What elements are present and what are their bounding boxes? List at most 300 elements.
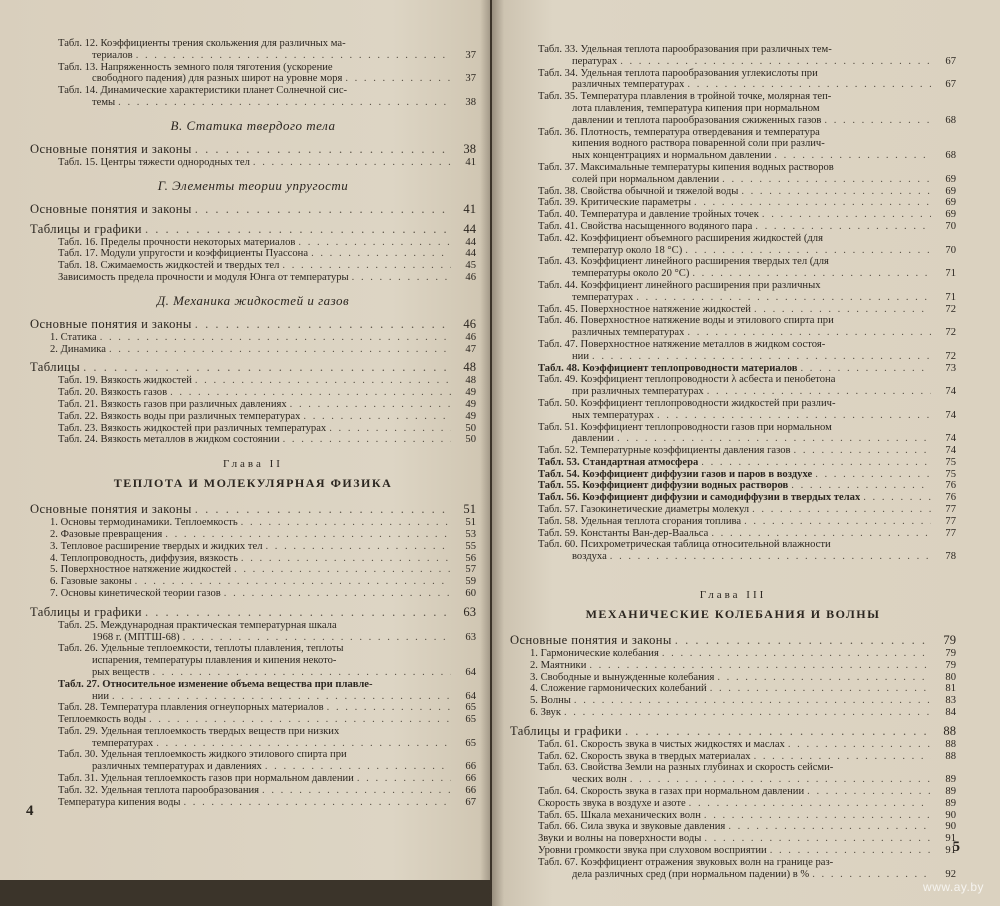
toc-entry[interactable] [510,304,956,316]
chapter-3-title: МЕХАНИЧЕСКИЕ КОЛЕБАНИЯ И ВОЛНЫ [585,607,881,622]
toc-entry[interactable] [30,344,476,356]
toc-entry-label: Табл. 21. Вязкость газов при различных давлениях [58,398,287,410]
toc-entry-label: Табл. 18. Сжимаемость жидкостей и твердых тел [58,260,280,272]
toc-entry[interactable] [510,683,956,695]
toc-page-number: 44 [465,236,476,248]
toc-leader-dots [195,316,451,332]
section-d-title: Д. Механика жидкостей и газов [156,292,350,308]
toc-leader-dots [617,433,931,445]
toc-entry[interactable] [510,386,956,398]
toc-heading-row[interactable] [30,604,476,620]
toc-page-number: 44 [463,221,476,236]
toc-entry-label: Табл. 13. Напряженность земного поля тяготения (ускорение [58,61,333,73]
toc-page-number: 78 [945,551,956,563]
toc-entry[interactable] [510,672,956,684]
toc-heading-row[interactable] [30,201,476,217]
toc-entry[interactable] [30,434,476,446]
toc-entry-label: Табл. 48. Коэффициент теплопроводности материалов [538,362,798,374]
toc-leader-dots [183,632,451,644]
toc-entry[interactable] [30,726,476,738]
toc-entry-label: 2. Маятники [530,659,587,671]
toc-leader-dots [824,115,931,127]
toc-entry-label: Табл. 25. Международная практическая температурная шкала [58,619,337,631]
toc-entry-label: ных температурах [572,409,654,421]
toc-entry-label: 1. Основы термодинамики. Теплоемкость [50,517,238,529]
toc-page-number: 74 [945,409,956,421]
toc-entry[interactable] [30,38,476,50]
toc-entry-label: Табл. 55. Коэффициент диффузии водных растворов [538,480,789,492]
toc-leader-dots [311,248,451,260]
toc-entry[interactable] [510,739,956,751]
toc-leader-dots [145,221,451,237]
toc-page-number: 48 [463,360,476,375]
toc-entry[interactable] [510,339,956,351]
toc-entry[interactable] [510,539,956,551]
toc-entry-label: Табл. 16. Пределы прочности некоторых материалов [58,236,296,248]
toc-entry-label: Табл. 52. Температурные коэффициенты давления газов [538,445,791,457]
toc-page-number: 72 [945,350,956,362]
toc-heading-row[interactable] [510,632,956,648]
toc-entry-label: солей при нормальном давлении [572,173,720,185]
toc-entry[interactable] [30,714,476,726]
toc-leader-dots [83,359,451,375]
toc-entry-label: 5. Волны [530,695,571,707]
toc-entry[interactable] [510,197,956,209]
toc-leader-dots [812,869,931,881]
toc-entry[interactable] [30,423,476,435]
toc-entry[interactable] [30,667,476,679]
toc-page-number: 77 [945,504,956,516]
toc-entry[interactable] [510,103,956,115]
toc-entry-label: Табл. 24. Вязкость металлов в жидком состоянии [58,434,280,446]
toc-leader-dots [156,738,451,750]
toc-page-number: 74 [945,445,956,457]
toc-entry[interactable] [510,695,956,707]
toc-leader-dots [770,845,931,857]
toc-page-number: 79 [945,659,956,671]
toc-entry[interactable] [30,588,476,600]
toc-entry-label: рых веществ [92,666,150,678]
toc-entry[interactable] [30,237,476,249]
toc-entry-label: Табл. 35. Температура плавления в тройной точке, молярная теп- [538,91,832,103]
toc-page-number: 46 [465,271,476,283]
toc-page-number: 72 [945,327,956,339]
toc-page-number: 72 [945,303,956,315]
section-v-title: В. Статика твердого тела [170,117,336,133]
toc-entry-label: Основные понятия и законы [510,633,672,648]
toc-entry-label: Табл. 43. Коэффициент линейного расширения твердых тел (для [538,256,829,268]
toc-page-number: 88 [945,750,956,762]
toc-leader-dots [625,723,931,739]
toc-entry-label: Табл. 64. Скорость звука в газах при нормальном давлении [538,786,805,798]
toc-entry[interactable] [30,62,476,74]
toc-entry[interactable] [30,272,476,284]
toc-entry[interactable] [30,411,476,423]
toc-entry[interactable] [510,363,956,375]
toc-entry-label: темы [92,96,116,108]
section-d-list [30,316,476,446]
toc-leader-dots [195,501,451,517]
toc-entry-label: Табл. 67. Коэффициент отражения звуковых волн на границе раз- [538,856,834,868]
toc-entry[interactable] [510,751,956,763]
right-page-number: 5 [952,839,960,855]
toc-entry[interactable] [30,529,476,541]
toc-entry-label: нии [572,350,590,362]
toc-leader-dots [283,434,451,446]
toc-entry[interactable] [30,260,476,272]
toc-page-number: 50 [465,422,476,434]
toc-page-number: 46 [465,331,476,343]
toc-entry-label: Табл. 46. Поверхностное натяжение воды и этилового спирта при [538,315,834,327]
toc-leader-dots [687,79,931,91]
toc-entry[interactable] [30,73,476,85]
toc-leader-dots [704,810,931,822]
toc-entry-label: Табл. 44. Коэффициент линейного расширения при различных [538,279,821,291]
toc-page-number: 68 [945,150,956,162]
toc-entry-label: Таблицы [30,360,81,375]
toc-entry-label: Температура кипения воды [58,796,181,808]
toc-entry[interactable] [510,410,956,422]
toc-entry[interactable] [510,315,956,327]
toc-leader-dots [662,648,931,660]
toc-leader-dots [241,517,451,529]
toc-entry[interactable] [510,91,956,103]
toc-entry-label: 1968 г. (МПТШ-68) [92,631,180,643]
toc-leader-dots [704,833,931,845]
left-page-number: 4 [26,803,34,819]
toc-leader-dots [610,551,931,563]
chapter-2-list [30,501,476,808]
toc-entry-label: Табл. 19. Вязкость жидкостей [58,375,192,387]
toc-leader-dots [145,604,451,620]
toc-page-number: 89 [945,774,956,786]
toc-page-number: 51 [465,517,476,529]
toc-entry[interactable] [510,433,956,445]
toc-entry[interactable] [510,857,956,869]
toc-leader-dots [589,660,931,672]
toc-entry-label: Уровни громкости звука при слуховом восприятии [538,845,767,857]
toc-entry[interactable] [30,375,476,387]
toc-entry-label: Табл. 31. Удельная теплоемкость газов при нормальном давлении [58,773,354,785]
toc-entry-label: воздуха [572,551,607,563]
toc-entry[interactable] [510,209,956,221]
toc-page-number: 67 [945,55,956,67]
toc-entry-label: Основные понятия и законы [30,316,192,331]
toc-leader-dots [262,785,451,797]
toc-entry[interactable] [510,516,956,528]
toc-entry[interactable] [30,564,476,576]
toc-entry[interactable] [30,332,476,344]
toc-entry[interactable] [30,749,476,761]
toc-entry[interactable] [30,632,476,644]
toc-entry[interactable] [30,387,476,399]
toc-heading-row[interactable] [30,501,476,517]
toc-leader-dots [195,201,451,217]
toc-page-number: 89 [945,786,956,798]
toc-leader-dots [620,56,931,68]
toc-entry[interactable] [510,833,956,845]
toc-page-number: 38 [463,141,476,156]
toc-entry[interactable] [30,738,476,750]
toc-entry-label: Табл. 58. Удельная теплота сгорания топлива [538,515,742,527]
toc-entry[interactable] [510,869,956,881]
toc-entry-label: Табл. 22. Вязкость воды при различных температурах [58,410,301,422]
toc-leader-dots [728,821,931,833]
toc-entry-label: Табл. 51. Коэффициент теплопроводности газов при нормальном [538,421,832,433]
toc-page-number: 90 [945,809,956,821]
toc-leader-dots [794,445,931,457]
toc-entry[interactable] [30,785,476,797]
toc-leader-dots [118,97,451,109]
toc-leader-dots [807,786,931,798]
toc-page-number: 89 [945,797,956,809]
toc-entry-label: Табл. 42. Коэффициент объемного расширения жидкостей (для [538,232,823,244]
toc-entry-label: Табл. 34. Удельная теплота парообразования углекислоты при [538,67,818,79]
toc-leader-dots [791,480,931,492]
toc-entry[interactable] [30,50,476,62]
toc-page-number: 47 [465,343,476,355]
toc-entry[interactable] [30,691,476,703]
toc-entry[interactable] [510,280,956,292]
toc-page-number: 92 [945,868,956,880]
toc-leader-dots [657,410,931,422]
toc-entry[interactable] [510,292,956,304]
toc-page-number: 44 [465,248,476,260]
toc-entry[interactable] [510,528,956,540]
toc-entry[interactable] [30,157,476,169]
toc-entry-label: Табл. 15. Центры тяжести однородных тел [58,156,250,168]
toc-entry-label: свободного падения) для разных широт на уровне моря [92,73,343,85]
toc-entry-label: 2. Фазовые превращения [50,528,163,540]
toc-page-number: 67 [945,79,956,91]
toc-entry[interactable] [510,660,956,672]
toc-page-number: 66 [465,784,476,796]
toc-page-number: 76 [945,492,956,504]
toc-entry-label: Табл. 12. Коэффициенты трения скольжения для различных ма- [58,38,346,49]
toc-entry-label: 1. Гармонические колебания [530,648,659,660]
toc-entry[interactable] [30,553,476,565]
toc-leader-dots [815,469,931,481]
toc-leader-dots [266,541,452,553]
toc-leader-dots [722,174,931,186]
toc-page-number: 73 [945,362,956,374]
toc-page-number: 55 [465,540,476,552]
toc-leader-dots [685,245,931,257]
toc-entry-label: Табл. 28. Температура плавления огнеупорных материалов [58,702,324,714]
toc-entry[interactable] [510,327,956,339]
toc-leader-dots [352,272,451,284]
toc-leader-dots [282,260,451,272]
toc-entry-label: давлении [572,433,614,445]
toc-leader-dots [762,209,931,221]
toc-entry-label: Табл. 49. Коэффициент теплопроводности λ асбеста и пенобетона [538,374,836,386]
toc-entry[interactable] [510,504,956,516]
toc-page-number: 76 [945,480,956,492]
toc-entry[interactable] [30,620,476,632]
toc-entry[interactable] [510,186,956,198]
toc-entry-label: Табл. 23. Вязкость жидкостей при различных температурах [58,422,327,434]
toc-page-number: 63 [463,604,476,619]
toc-page-number: 49 [465,398,476,410]
toc-page-number: 64 [465,666,476,678]
toc-entry[interactable] [30,517,476,529]
toc-entry-label: Таблицы и графики [30,604,142,619]
toc-entry[interactable] [510,162,956,174]
toc-entry[interactable] [510,762,956,774]
toc-entry[interactable] [510,233,956,245]
toc-entry-label: Звуки и волны на поверхности воды [538,833,702,845]
toc-entry[interactable] [510,480,956,492]
toc-entry-label: Табл. 33. Удельная теплота парообразования при различных тем- [538,44,832,55]
toc-entry-label: Табл. 26. Удельные теплоемкости, теплоты плавления, теплоты [58,643,344,655]
toc-entry[interactable] [510,68,956,80]
toc-page-number: 57 [465,564,476,576]
toc-entry-label: нии [92,690,110,702]
toc-entry-label: Теплоемкость воды [58,714,146,726]
toc-entry[interactable] [30,576,476,588]
toc-page-number: 56 [465,552,476,564]
toc-entry[interactable] [510,469,956,481]
toc-entry-label: 5. Поверхностное натяжение жидкостей [50,564,232,576]
toc-entry[interactable] [510,821,956,833]
toc-entry-label: Табл. 61. Скорость звука в чистых жидкостях и маслах [538,738,785,750]
toc-entry[interactable] [30,773,476,785]
toc-entry[interactable] [510,774,956,786]
toc-entry-label: Табл. 29. Удельная теплоемкость твердых веществ при низких [58,725,340,737]
toc-page-number: 70 [945,244,956,256]
right-top-list [510,44,956,563]
toc-entry[interactable] [30,702,476,714]
toc-entry-label: Табл. 50. Коэффициент теплопроводности жидкостей при различ- [538,397,836,409]
toc-page-number: 67 [465,796,476,808]
toc-heading-row[interactable] [30,221,476,237]
toc-page-number: 48 [465,375,476,387]
toc-page-number: 45 [465,260,476,272]
toc-entry[interactable] [510,445,956,457]
toc-leader-dots [574,695,931,707]
toc-leader-dots [195,375,451,387]
toc-leader-dots [630,774,931,786]
toc-entry[interactable] [510,351,956,363]
toc-entry[interactable] [510,845,956,857]
toc-entry[interactable] [30,541,476,553]
toc-page-number: 84 [945,707,956,719]
toc-entry[interactable] [510,422,956,434]
toc-leader-dots [149,714,451,726]
toc-page-number: 79 [943,633,956,648]
toc-entry-label: давлении и теплота парообразования сжиженных газов [572,114,822,126]
toc-entry[interactable] [510,707,956,719]
toc-page-number: 60 [465,587,476,599]
toc-entry-label: различных температурах и давлениях [92,761,262,773]
toc-entry-label: температурах [572,291,634,303]
toc-entry[interactable] [510,492,956,504]
toc-leader-dots [692,268,931,280]
toc-page-number: 77 [945,515,956,527]
toc-entry[interactable] [510,457,956,469]
toc-page-number: 64 [465,690,476,702]
toc-entry[interactable] [510,174,956,186]
toc-heading-row[interactable] [30,359,476,375]
toc-entry-label: Табл. 63. Свойства Земли на разных глубинах и скорость сейсми- [538,762,834,774]
toc-heading-row[interactable] [30,141,476,157]
toc-page-number: 88 [943,723,956,738]
toc-page-number: 91 [945,833,956,845]
toc-entry[interactable] [510,798,956,810]
toc-page-number: 63 [465,631,476,643]
toc-leader-dots [327,702,451,714]
toc-entry-label: Зависимость предела прочности и модуля Юнга от температуры [58,271,349,283]
toc-entry[interactable] [510,138,956,150]
toc-entry[interactable] [30,761,476,773]
toc-entry-label: дела различных сред (при нормальном падении) в % [572,868,810,880]
toc-entry[interactable] [510,79,956,91]
toc-page-number: 65 [465,737,476,749]
toc-entry[interactable] [510,150,956,162]
toc-entry[interactable] [510,256,956,268]
toc-heading-row[interactable] [510,723,956,739]
toc-entry[interactable] [30,399,476,411]
toc-entry-label: испарения, температуры плавления и кипения некото- [92,655,337,667]
toc-leader-dots [774,150,931,162]
toc-page-number: 69 [945,173,956,185]
section-g-list [30,201,476,284]
toc-entry-label: температуры около 20 °C) [572,268,690,280]
toc-entry-label: 7. Основы кинетической теории газов [50,587,221,599]
toc-entry[interactable] [510,56,956,68]
toc-entry-label: Таблицы и графики [510,723,622,738]
toc-entry[interactable] [30,248,476,260]
toc-entry[interactable] [510,810,956,822]
toc-entry[interactable] [510,374,956,386]
toc-page-number: 53 [465,528,476,540]
toc-entry[interactable] [30,797,476,809]
toc-page-number: 50 [465,434,476,446]
toc-entry[interactable] [510,648,956,660]
toc-entry[interactable] [510,115,956,127]
toc-entry-label: Табл. 20. Вязкость газов [58,387,168,399]
toc-entry[interactable] [510,786,956,798]
toc-entry[interactable] [30,679,476,691]
toc-entry[interactable] [510,398,956,410]
toc-entry[interactable] [510,221,956,233]
toc-leader-dots [253,157,451,169]
toc-leader-dots [303,411,451,423]
left-top-list [30,38,476,109]
toc-entry-label: Табл. 32. Удельная теплота парообразования [58,784,260,796]
toc-entry[interactable] [510,245,956,257]
toc-entry[interactable] [30,643,476,655]
toc-entry[interactable] [510,44,956,56]
toc-leader-dots [136,50,451,62]
toc-entry[interactable] [30,655,476,667]
toc-leader-dots [224,588,451,600]
toc-leader-dots [112,691,451,703]
toc-entry[interactable] [30,85,476,97]
section-g-title: Г. Элементы теории упругости [157,177,349,193]
toc-leader-dots [298,237,451,249]
toc-entry-label: пературах [572,55,618,67]
toc-entry[interactable] [510,268,956,280]
toc-leader-dots [754,304,931,316]
toc-entry[interactable] [510,551,956,563]
toc-entry-label: кипения водного раствора поваренной соли при различ- [572,138,825,150]
toc-page-number: 49 [465,410,476,422]
toc-heading-row[interactable] [30,316,476,332]
toc-entry[interactable] [30,97,476,109]
toc-entry-label: Табл. 56. Коэффициент диффузии и самодиффузии в твердых телах [538,492,861,504]
toc-entry[interactable] [510,127,956,139]
